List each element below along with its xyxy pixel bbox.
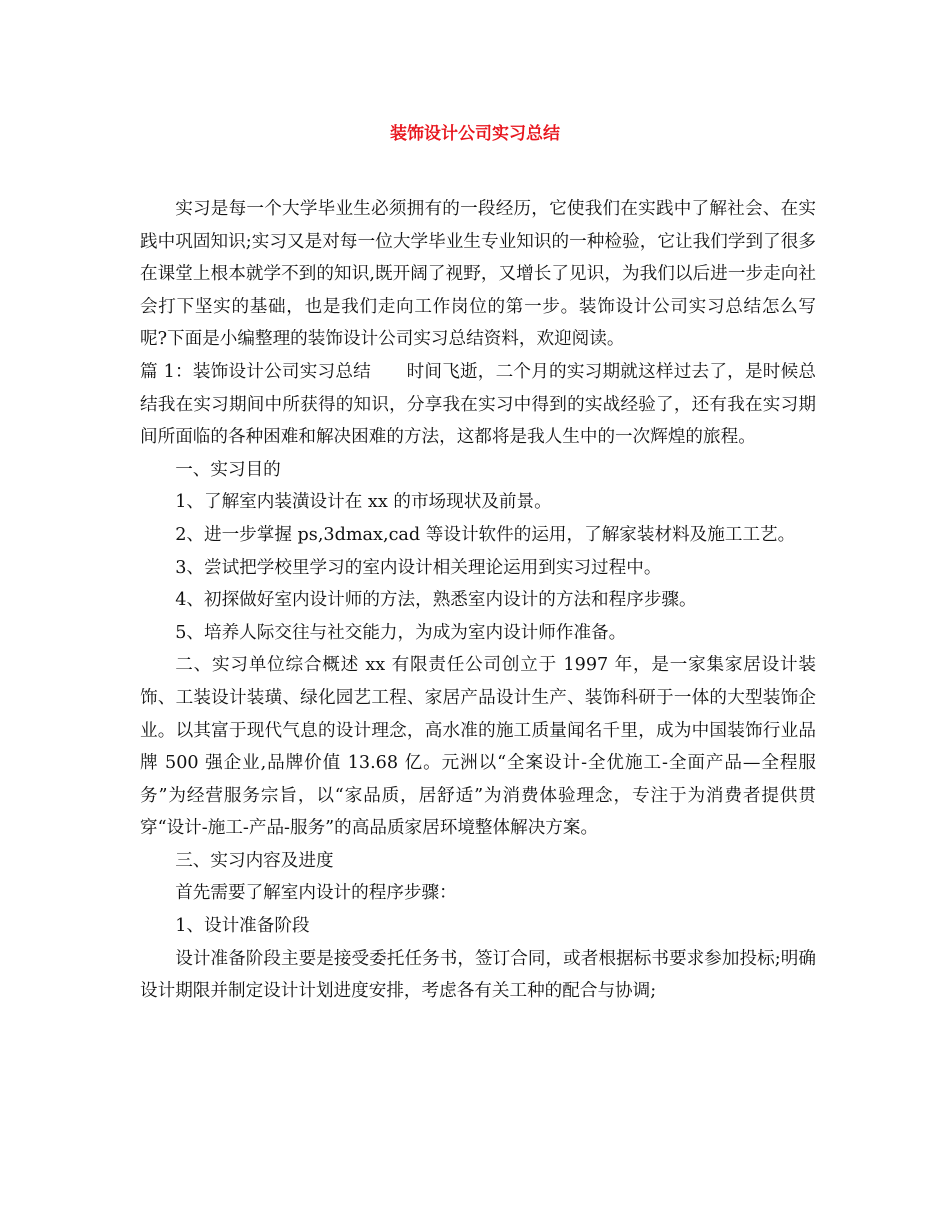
section-heading-purpose: 一、实习目的 [175, 459, 281, 480]
paragraph-preparation: 设计准备阶段主要是接受委托任务书，签订合同，或者根据标书要求参加投标;明确设计期限并制定设计计划进度安排，考虑各有关工种的配合与协调; [140, 948, 816, 1002]
list-item: 2、进一步掌握 ps,3dmax,cad 等设计软件的运用，了解家装材料及施工工艺。 [175, 524, 796, 545]
document-body [140, 193, 816, 1008]
document-title: 装饰设计公司实习总结 [390, 124, 560, 144]
paragraph-intro: 实习是每一个大学毕业生必须拥有的一段经历，它使我们在实践中了解社会、在实践中巩固知识;实习又是对每一位大学毕业生专业知识的一种检验，它让我们学到了很多在课堂上根本就学不到的知识,既开阔了视野，又增长了见识，为我们以后进一步走向社会打下坚实的基础，也是我们走向工作岗位的第一步。装饰设计公司实习总结怎么写呢?下面是小编整理的装饰设计公司实习总结资料，欢迎阅读。 [140, 199, 816, 350]
list-item: 1、了解室内装潢设计在 xx 的市场现状及前景。 [175, 492, 552, 513]
paragraph-steps-intro: 首先需要了解室内设计的程序步骤： [175, 883, 457, 904]
list-item: 4、初探做好室内设计师的方法，熟悉室内设计的方法和程序步骤。 [175, 590, 697, 611]
section-heading-content: 三、实习内容及进度 [175, 850, 334, 871]
list-item: 5、培养人际交往与社交能力，为成为室内设计师作准备。 [175, 622, 627, 643]
list-item: 3、尝试把学校里学习的室内设计相关理论运用到实习过程中。 [175, 557, 662, 578]
list-item: 1、设计准备阶段 [175, 916, 310, 937]
paragraph-article-1: 篇 1：装饰设计公司实习总结 时间飞逝，二个月的实习期就这样过去了，是时候总结我在实习期间中所获得的知识，分享我在实习中得到的实战经验了，还有我在实习期间所面临的各种困难和解决困难的方法，这都将是我人生中的一次辉煌的旅程。 [140, 361, 816, 448]
paragraph-company-overview: 二、实习单位综合概述 xx 有限责任公司创立于 1997 年，是一家集家居设计装饰、工装设计装璜、绿化园艺工程、家居产品设计生产、装饰科研于一体的大型装饰企业。以其富于现代气息的设计理念，高水准的施工质量闻名千里，成为中国装饰行业品牌 500 强企业,品牌价值 13.68 亿。元洲以“全案设计-全优施工-全面产品—全程服务”为经营服务宗旨，以“家品质，居舒适”为消费体验理念，专注于为消费者提供贯穿“设计-施工-产品-服务”的高品质家居环境整体解决方案。 [140, 655, 816, 839]
